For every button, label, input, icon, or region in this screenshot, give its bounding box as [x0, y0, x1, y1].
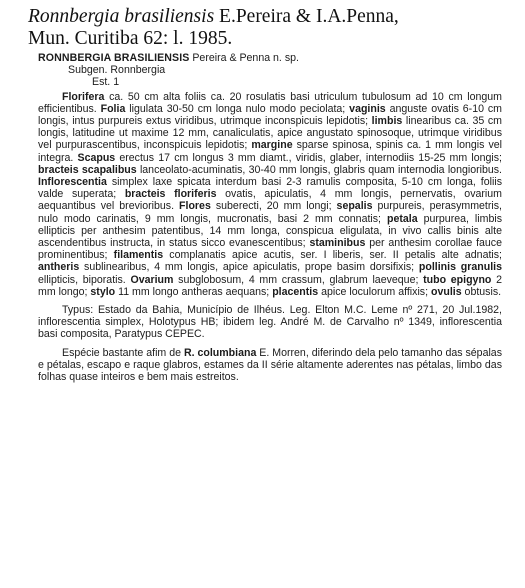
description-text: obtusis.	[461, 285, 502, 298]
description-term: vaginis	[349, 102, 386, 115]
citation-line-2: Mun. Curitiba 62: l. 1985.	[28, 28, 233, 49]
description-term: Folia	[100, 102, 126, 115]
description-term: Florifera	[62, 90, 105, 103]
description-term: staminibus	[309, 237, 366, 250]
description-text: anguste ovatis 6-10 cm longis, intus purpureis extus viridibus, utrimque inconspicuis lepidotis;	[38, 102, 502, 128]
citation-authors: E.Pereira & I.A.Penna,	[214, 6, 399, 27]
description-text: ligulata 30-50 cm longa nulo modo peciolata;	[125, 102, 350, 115]
description-term: Flores	[179, 200, 211, 213]
heading-name: RONNBERGIA BRASILIENSIS	[38, 52, 190, 64]
description-text: simplex laxe spicata interdum basi 2-3 ramulis composita, 5-10 cm longa, foliis valde superata;	[38, 176, 502, 201]
description-text: ovatis, apiculatis, 4 mm longis, pernervatis, ovarium aequantibus vel brevioribus.	[38, 188, 502, 213]
species-name: Ronnbergia brasiliensis	[28, 6, 215, 27]
description-term: placentis	[272, 285, 319, 298]
description-text: sublinearibus, 4 mm longis, apice apiculatis, prope basim dorsifixis;	[79, 261, 419, 274]
description-term: limbis	[371, 115, 403, 128]
description-text: 11 mm longo antheras aequans;	[115, 285, 273, 298]
subgenus: Subgen. Ronnbergia	[68, 64, 166, 77]
description-text: ca. 50 cm alta foliis ca. 20 rosulatis basi utriculum tubulosum ad 10 cm longum efficientibus.	[38, 90, 502, 115]
description-term: margine	[251, 139, 293, 152]
description-text: suberecti, 20 mm longi;	[210, 200, 337, 213]
citation-line-1	[28, 6, 518, 28]
description-term: stylo	[90, 285, 116, 298]
description-text: purpureis, perasymmetris, nulo modo carinatis, 9 mm longis, mucronatis, basi 2 mm connatis;	[38, 200, 503, 225]
description-text: per anthesim corollae fauce prominentibus;	[38, 237, 502, 262]
description-term: Inflorescentia	[38, 176, 107, 189]
notes-text: E. Morren, diferindo dela pelo tamanho das sépalas e pétalas, escapo e raque glabros, estames da II série altamente aderentes nas pétalas, limbo das folhas quase inteiros e bem mais estreitos.	[38, 346, 502, 384]
description-text: linearibus ca. 35 cm longis, latitudine ut maxime 12 mm, canaliculatis, apice angustato spinosoque, utrimque viridibus vel purpurascentibus, inconspicuis lepidotis;	[38, 115, 502, 152]
description-term: Scapus	[77, 151, 116, 164]
notes-text: Espécie bastante afim de	[62, 346, 184, 359]
notes-paragraph	[38, 347, 502, 384]
plate-ref: Est. 1	[92, 76, 120, 89]
description-text: complanatis apice acutis, ser. I liberis, ser. II petalis alte adnatis;	[163, 249, 502, 262]
description-text: ellipticis, biporatis.	[38, 273, 131, 286]
description-term: bracteis scapalibus	[38, 163, 137, 176]
description-term: bracteis floriferis	[124, 188, 217, 201]
notes-term: R. columbiana	[183, 346, 257, 359]
description-term: ovulis	[430, 285, 462, 298]
description-term: petala	[387, 212, 418, 225]
description-term: pollinis granulis	[418, 261, 502, 274]
description-term: antheris	[38, 261, 80, 274]
heading-authors: Pereira & Penna n. sp.	[189, 52, 299, 64]
description-text: apice loculorum affixis;	[318, 285, 431, 298]
typus-paragraph: Typus: Estado da Bahia, Município de Ilhéus. Leg. Elton M.C. Leme nº 271, 20 Jul.1982, inflorescentia simplex, Holotypus HB; ibidem leg. André M. de Carvalho nº 1349, inflorescentia basi composita, Paratypus CEPEC.	[38, 304, 502, 341]
description-term: Ovarium	[130, 273, 174, 286]
description-text: sparse spinosa, spinis ca. 1 mm longis vel integra.	[38, 139, 503, 164]
description-text: subglobosum, 4 mm crassum, glabrum laeveque;	[173, 273, 424, 286]
description-text: 2 mm longo;	[38, 273, 502, 298]
citation	[28, 6, 518, 50]
latin-description	[38, 91, 502, 298]
heading	[38, 52, 502, 64]
description-term: filamentis	[113, 249, 164, 262]
description-text: lanceolato-acuminatis, 30-40 mm longis, glabris quam internodia longioribus.	[136, 163, 503, 176]
protologue	[38, 52, 502, 383]
description-text: erectus 17 cm longus 3 mm diamt., viridis, glaber, internodiis 15-25 mm longis;	[115, 151, 502, 164]
description-term: sepalis	[336, 200, 373, 213]
description-text: purpurea, limbis ellipticis per anthesim patentibus, 14 mm longa, conspicua eligulata, in vivo callis binis alte ascendentibus instructa, in status sicco evanescentibus;	[38, 212, 503, 250]
description-term: tubo epigyno	[423, 273, 492, 286]
